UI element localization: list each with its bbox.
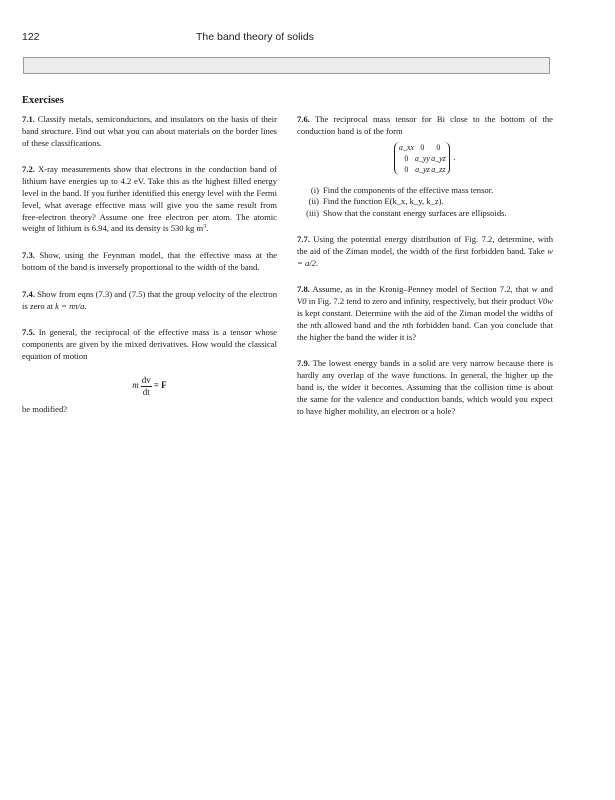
exercise-text: The reciprocal mass tensor for Bi close to the bottom of the conduction band is of the form bbox=[297, 114, 553, 136]
eq-mass: m bbox=[132, 380, 139, 391]
exercise-7-2: 7.2. X-ray measurements show that electrons in the conduction band of lithium have energies up to 4.2 eV. Take this as the highest filled energy level in the band. If you further identified this energy level with the Fermi level, what average effective mass will give you the same result from free-electron theory? Assume one free electron per atom. The atomic weight of lithium is 6.94, and its density is 530 kg $m^3$. bbox=[22, 164, 277, 234]
list-label: (ii) bbox=[308, 196, 319, 207]
math-inline: k = nπ/a bbox=[55, 300, 85, 311]
list-label: (i) bbox=[310, 184, 319, 195]
exercise-tail: be modified? bbox=[22, 403, 68, 414]
matrix-cell: 0 bbox=[404, 153, 409, 163]
exercise-text: X-ray measurements show that electrons in the conduction band of lithium have energies up to 4.2 eV. Take this as the highest filled energy level in the band. If you further identified this energy level with the Fermi level, what average effective mass will give you the same result from free-electron theory? Assume one free electron per atom. The atomic weight of lithium is 6.94, and its density is 530 kg m bbox=[22, 164, 277, 234]
exercise-7-6 bbox=[297, 114, 553, 220]
exercise-text: Using the potential energy distribution of Fig. 7.2, determine, with the aid of the Ziman model, the width of the first forbidden band. Take bbox=[297, 233, 553, 256]
exercise-7-8: 7.8. Assume, as in the Kronig–Penney model of Section 7.2, that w and V0 in Fig. 7.2 tend to zero and infinity, respectively, but their product V0w is kept constant. Determine with the aid of the Ziman model the widths of the nth allowed band and the nth forbidden band. Can you conclude that the higher the band the wider it is? bbox=[297, 284, 554, 342]
exercise-number: 7.6. bbox=[297, 114, 310, 124]
matrix-cell: a_yy bbox=[414, 153, 430, 163]
exercise-number: 7.3. bbox=[22, 250, 35, 261]
list-text: Show that the constant energy surfaces are ellipsoids. bbox=[323, 208, 507, 219]
exercise-7-3 bbox=[22, 250, 277, 274]
matrix-cell: a_yz bbox=[431, 153, 446, 163]
list-item bbox=[297, 185, 553, 197]
exercise-text: Show from eqns (7.3) and (7.5) that the group velocity of the electron is zero at bbox=[22, 288, 278, 311]
list-text: Find the components of the effective mass tensor. bbox=[323, 184, 494, 195]
decorative-bar bbox=[23, 57, 550, 74]
running-title: The band theory of solids bbox=[196, 31, 314, 43]
right-column bbox=[297, 114, 553, 432]
eq-rhs: = F bbox=[153, 380, 167, 391]
equation-of-motion bbox=[22, 375, 277, 398]
matrix-cell: a_zz bbox=[431, 164, 446, 174]
exercise-7-4: 7.4. Show from eqns (7.3) and (7.5) that the group velocity of the electron is zero at k = nπ/a. bbox=[22, 288, 278, 311]
matrix-wrap bbox=[297, 142, 553, 175]
list-label: (iii) bbox=[306, 208, 319, 219]
exercise-number: 7.5. bbox=[22, 327, 35, 338]
exercise-text: Assume, as in the Kronig–Penney model of Section 7.2, that bbox=[312, 284, 532, 295]
list-item bbox=[297, 208, 553, 220]
exercise-number: 7.9. bbox=[297, 358, 310, 369]
superscript: 3 bbox=[203, 224, 207, 231]
exercise-text: Show, using the Feynman model, that the effective mass at the bottom of the band is inversely proportional to the width of the band. bbox=[22, 250, 277, 272]
section-title: Exercises bbox=[22, 95, 64, 106]
exercise-text: The lowest energy bands in a solid are very narrow because there is hardly any overlap of the wave functions. In general, the higher up the band is, the wider it becomes. Assuming that the collision time is about the same for the valence and conduction bands, which would you expect to have higher mobility, an electron or a hole? bbox=[297, 358, 553, 416]
exercise-number: 7.2. bbox=[22, 164, 35, 175]
exercise-text: Classify metals, semiconductors, and insulators on the basis of their band structure. Find out what you can about materials on the border lines of these classifications. bbox=[22, 114, 277, 148]
mass-tensor-matrix bbox=[394, 142, 450, 175]
matrix-cell: a_yz bbox=[415, 164, 430, 174]
eq-numerator: dv bbox=[141, 374, 151, 385]
matrix-cell: a_xx bbox=[398, 142, 414, 152]
exercise-7-7: 7.7. Using the potential energy distribution of Fig. 7.2, determine, with the aid of the Ziman model, the width of the first forbidden band. Take w = a/2. bbox=[297, 233, 553, 268]
list-text: Find the function E(k_x, k_y, k_z). bbox=[323, 196, 444, 207]
exercise-text: In general, the reciprocal of the effective mass is a tensor whose components are given by the mixed derivatives. How would the classical equation of motion bbox=[22, 327, 278, 361]
matrix-cell: 0 bbox=[420, 142, 425, 152]
exercise-7-5 bbox=[22, 327, 277, 415]
left-column bbox=[22, 114, 277, 416]
math-inline: w = a/2 bbox=[297, 245, 553, 268]
matrix-punct: . bbox=[453, 152, 456, 163]
eq-fraction bbox=[141, 375, 152, 398]
exercise-number: 7.8. bbox=[297, 284, 310, 295]
list-item bbox=[297, 196, 553, 208]
exercise-7-1 bbox=[22, 114, 277, 149]
matrix-cell: 0 bbox=[404, 164, 409, 174]
eq-denominator: dt bbox=[142, 386, 150, 397]
matrix-cell: 0 bbox=[436, 142, 441, 152]
exercise-7-9 bbox=[297, 358, 553, 417]
page-number: 122 bbox=[22, 31, 40, 43]
exercise-number: 7.7. bbox=[297, 233, 310, 244]
exercise-number: 7.4. bbox=[22, 288, 35, 299]
exercise-number: 7.1. bbox=[22, 114, 35, 124]
